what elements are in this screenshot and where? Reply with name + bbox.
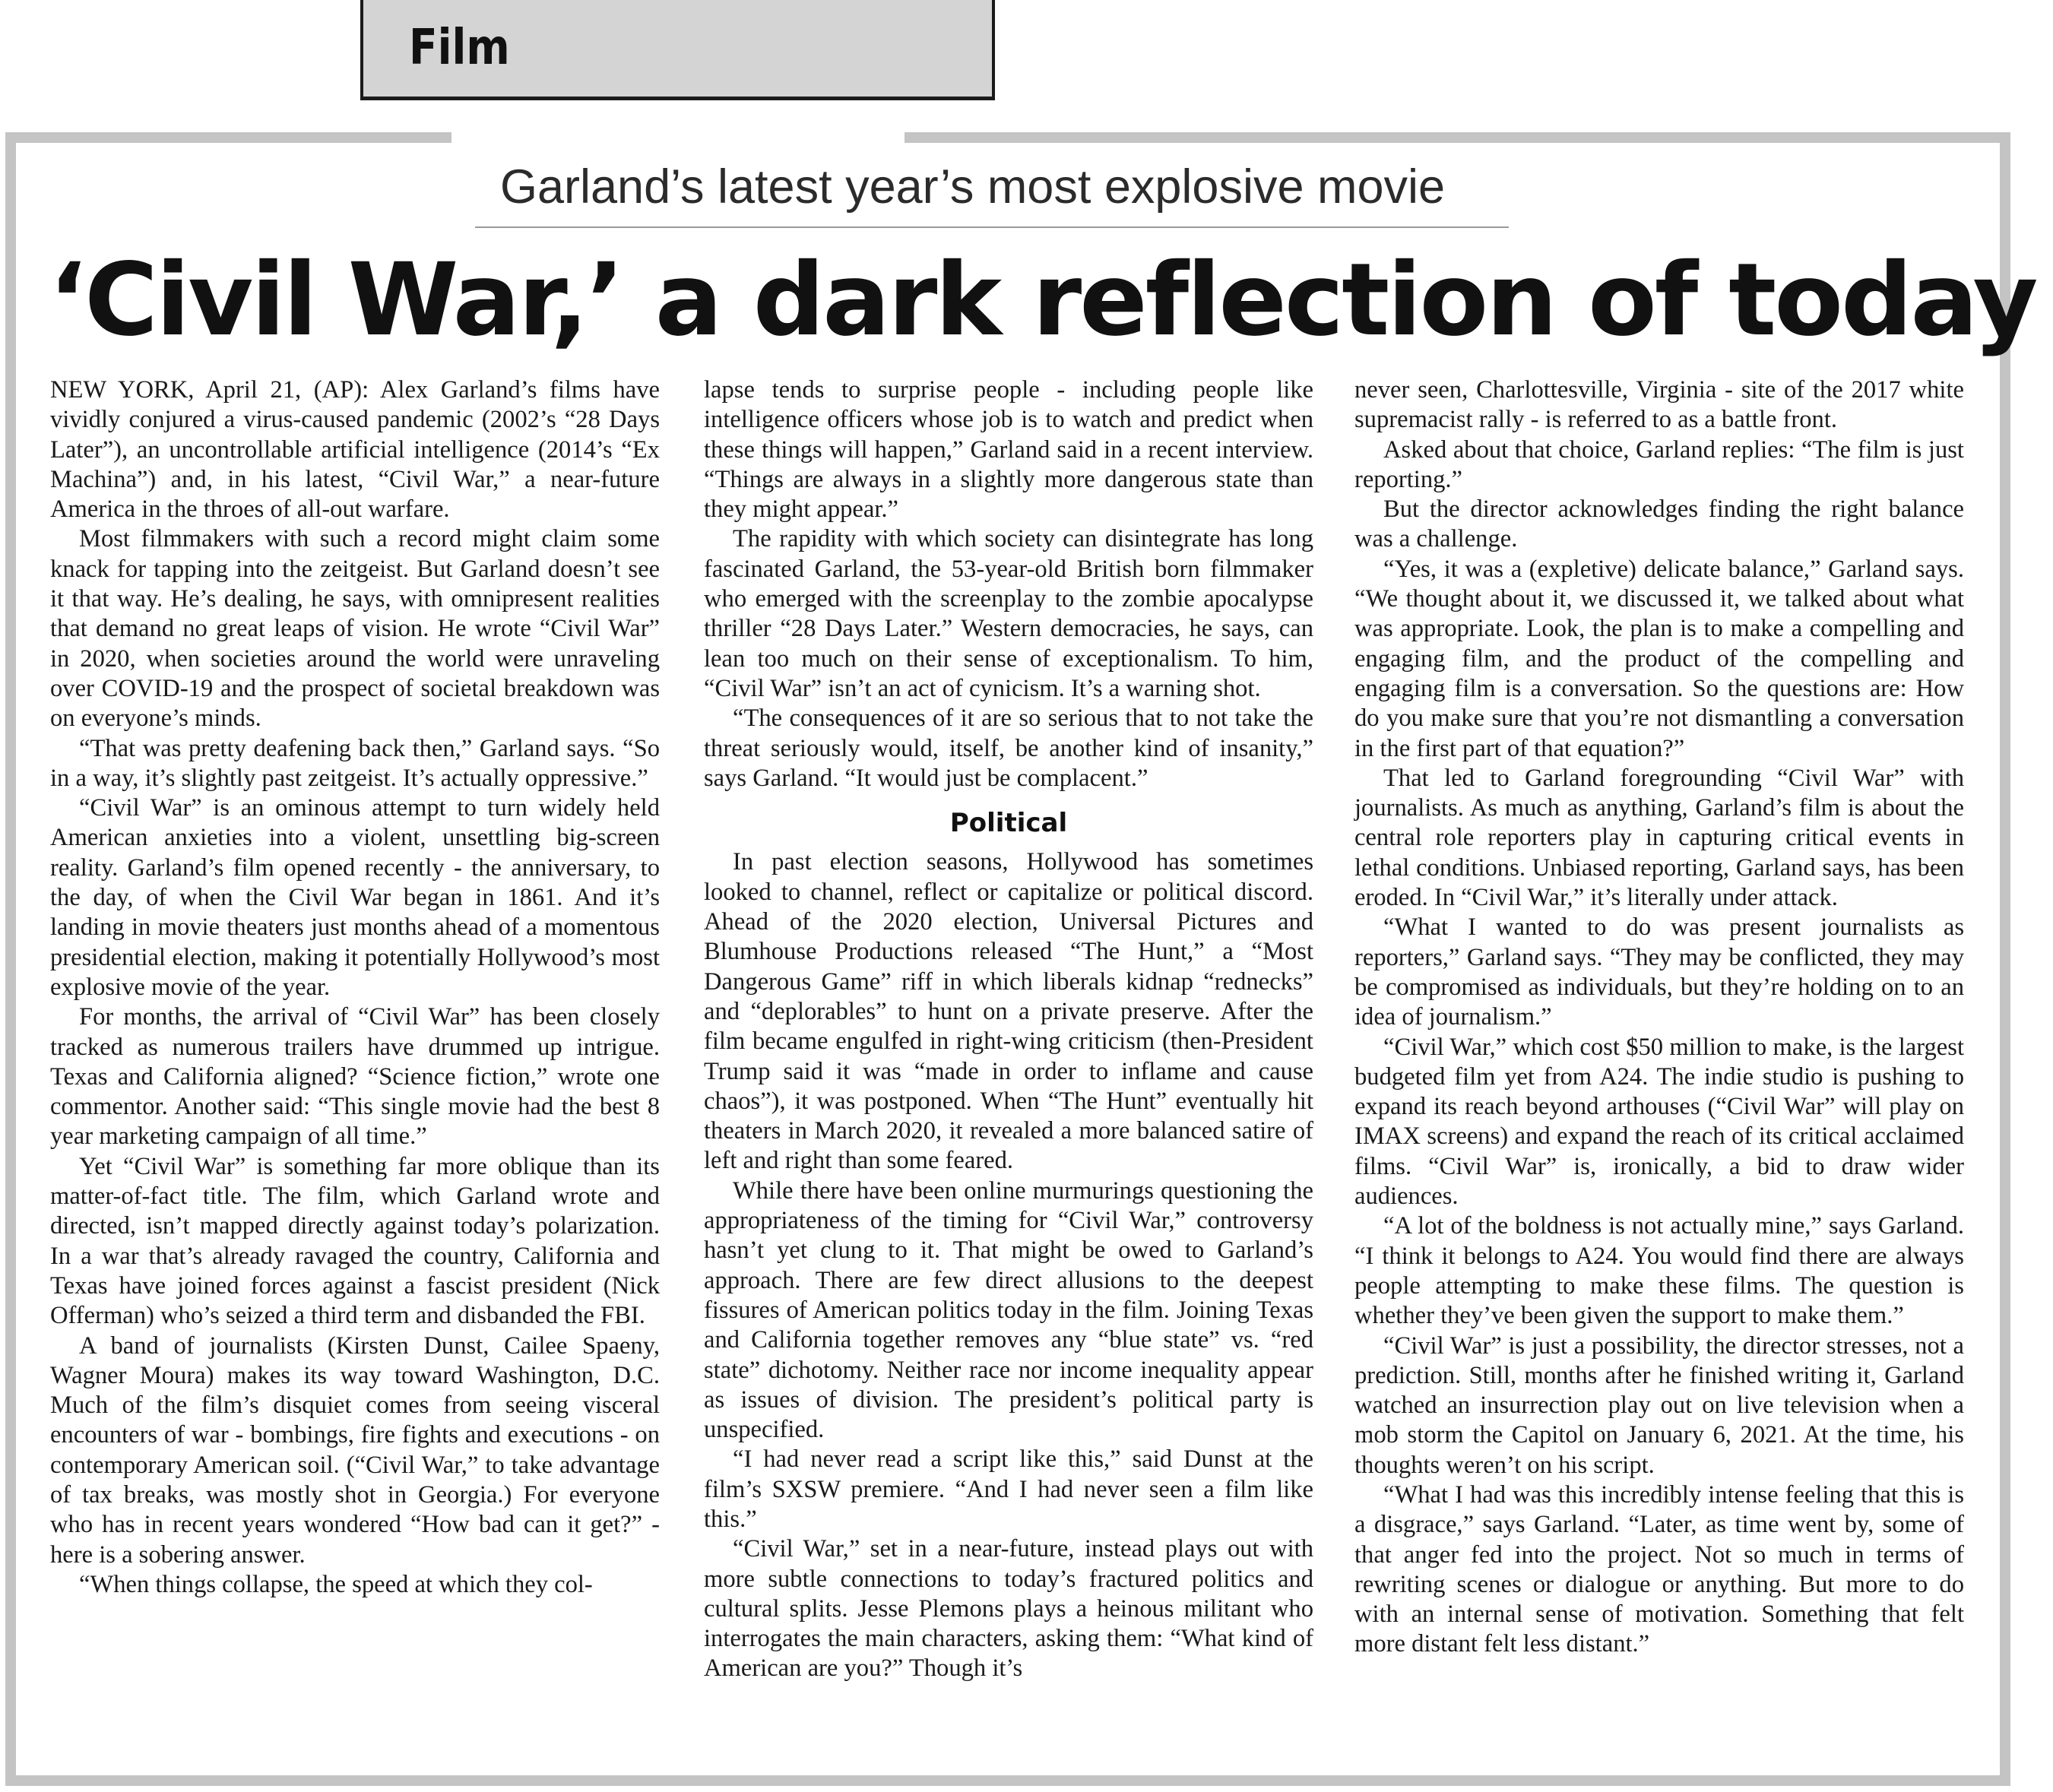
paragraph: “When things collapse, the speed at which they col-: [79, 1570, 593, 1598]
paragraph: “Yes, it was a (expletive) delicate balance,” Garland says. “We thought about it, we discussed it, we talked about what was appropriate. Look, the plan is to make a compelling and engaging film, and the product of the compelling and engaging film is a conversation. So the questions are: How do you make sure that you’re not dismantling a conversation in the first part of that equation?”: [1354, 555, 1964, 762]
paragraph: “What I wanted to do was present journalists as reporters,” Garland says. “They may be conflicted, they may be compromised as individuals, but they’re holding on to an idea of journalism.”: [1354, 913, 1964, 1031]
paragraph: “A lot of the boldness is not actually mine,” says Garland. “I think it belongs to A24. You would find there are always people attempting to make these films. The question is whether they’ve been given the support to make them.”: [1354, 1212, 1964, 1330]
paragraph: “What I had was this incredibly intense feeling that this is a disgrace,” says Garland. “Later, as time went by, some of that anger fed into the project. Not so much in terms of rewriting scenes or dialogue or anything. But more to do with an internal sense of motivation. Something that felt more distant felt less distant.”: [1354, 1480, 1964, 1658]
paragraph: “Civil War” is just a possibility, the director stresses, not a prediction. Still, months after he finished writing it, Garland watched an insurrection play out on live television when a mob storm the Capitol on January 6, 2021. At the time, his thoughts weren’t on his script.: [1354, 1331, 1964, 1479]
paragraph: For months, the arrival of “Civil War” has been closely tracked as numerous trailers have drummed up intrigue. Texas and California aligned? “Science fiction,” wrote one commentor. Another said: “This single movie had the best 8 year marketing campaign of all time.”: [50, 1003, 660, 1151]
paragraph: lapse tends to surprise people - including people like intelligence officers whose job is to watch and predict when these things will happen,” Garland said in a recent interview. “Things are always in a slightly more dangerous state than they might appear.”: [704, 376, 1313, 524]
paragraph: In past election seasons, Hollywood has sometimes looked to channel, reflect or capitalize or political discord. Ahead of the 2020 election, Universal Pictures and Blumhouse Productions released “The Hunt,” a “Most Dangerous Game” riff in which liberals kidnap “rednecks” and “deplorables” to hunt on a private preserve. After the film became engulfed in right-wing criticism (then-President Trump said it was “made in order to inflame and cause chaos”), it was postponed. When “The Hunt” eventually hit theaters in March 2020, it revealed a more balanced satire of left and right than some feared.: [704, 848, 1313, 1175]
paragraph: Asked about that choice, Garland replies: “The film is just reporting.”: [1354, 435, 1964, 493]
article-headline: ‘Civil War,’ a dark reflection of today: [49, 242, 2036, 359]
paragraph: NEW YORK, April 21, (AP): Alex Garland’s films have vividly conjured a virus-caused pandemic (2002’s “28 Days Later”), an uncontrollable artificial intelligence (2014’s “Ex Machina”) and, in his latest, “Civil War,” a near-future America in the throes of all-out warfare.: [50, 376, 660, 524]
paragraph: Yet “Civil War” is something far more oblique than its matter-of-fact title. The film, which Garland wrote and directed, isn’t mapped directly against today’s polarization. In a war that’s already ravaged the country, California and Texas have joined forces against a fascist president (Nick Offerman) who’s seized a third term and disbanded the FBI.: [50, 1152, 660, 1330]
frame-top-right: [905, 132, 2010, 143]
column-3: [1354, 375, 1964, 1660]
paragraph: “Civil War,” set in a near-future, instead plays out with more subtle connections to today’s fractured politics and cultural splits. Jesse Plemons plays a heinous militant who interrogates the main characters, asking them: “What kind of American are you?” Though it’s: [704, 1535, 1313, 1683]
paragraph: “That was pretty deafening back then,” Garland says. “So in a way, it’s slightly past zeitgeist. It’s actually oppressive.”: [50, 734, 660, 792]
paragraph: But the director acknowledges finding the right balance was a challenge.: [1354, 495, 1964, 553]
section-tab: [360, 0, 995, 100]
frame-top-left: [5, 132, 451, 143]
paragraph: “Civil War” is an ominous attempt to turn widely held American anxieties into a violent, unsettling big-screen reality. Garland’s film opened recently - the anniversary, to the day, of when the Civil War began in 1861. And it’s landing in movie theaters just months ahead of a momentous presidential election, making it potentially Hollywood’s most explosive movie of the year.: [50, 794, 660, 1001]
paragraph: While there have been online murmurings questioning the appropriateness of the timing for “Civil War,” controversy hasn’t yet clung to it. That might be owed to Garland’s approach. There are few direct allusions to the deepest fissures of American politics today in the film. Joining Texas and California together removes any “blue state” vs. “red state” dichotomy. Neither race nor income inequality appear as issues of division. The president’s political party is unspecified.: [704, 1176, 1313, 1444]
column-1: [50, 375, 660, 1600]
paragraph: Most filmmakers with such a record might claim some knack for tapping into the zeitgeist. But Garland doesn’t see it that way. He’s dealing, he says, with omnipresent realities that demand no great leaps of vision. He wrote “Civil War” in 2020, when societies around the world were unraveling over COVID-19 and the prospect of societal breakdown was on everyone’s minds.: [50, 525, 660, 733]
paragraph: “Civil War,” which cost $50 million to make, is the largest budgeted film yet from A24. The indie studio is pushing to expand its reach beyond arthouses (“Civil War” will play on IMAX screens) and expand the reach of its critical acclaimed films. “Civil War” is, ironically, a bid to draw wider audiences.: [1354, 1033, 1964, 1211]
column-2: [704, 375, 1313, 1684]
kicker-rule: [475, 226, 1509, 228]
paragraph: “The consequences of it are so serious that to not take the threat seriously would, itself, be another kind of insanity,” says Garland. “It would just be complacent.”: [704, 704, 1313, 792]
paragraph: That led to Garland foregrounding “Civil War” with journalists. As much as anything, Garland’s film is about the central role reporters play in capturing critical events in lethal conditions. Unbiased reporting, Garland says, has been eroded. In “Civil War,” it’s literally under attack.: [1354, 764, 1964, 912]
paragraph: The rapidity with which society can disintegrate has long fascinated Garland, the 53-year-old British born filmmaker who emerged with the screenplay to the zombie apocalypse thriller “28 Days Later.” Western democracies, he says, can lean too much on their sense of exceptionalism. To him, “Civil War” isn’t an act of cynicism. It’s a warning shot.: [704, 525, 1313, 702]
section-label: Film: [409, 20, 510, 76]
subhead-political: Political: [949, 808, 1068, 839]
paragraph: never seen, Charlottesville, Virginia - site of the 2017 white supremacist rally - is referred to as a battle front.: [1354, 376, 1964, 434]
paragraph: A band of journalists (Kirsten Dunst, Cailee Spaeny, Wagner Moura) makes its way toward Washington, D.C. Much of the film’s disquiet comes from seeing visceral encounters of war - bombings, fire fights and executions - on contemporary American soil. (“Civil War,” to take advantage of tax breaks, was mostly shot in Georgia.) For everyone who has in recent years wondered “How bad can it get?” - here is a sobering answer.: [50, 1331, 660, 1569]
article-kicker: Garland’s latest year’s most explosive movie: [500, 160, 1446, 214]
paragraph: “I had never read a script like this,” said Dunst at the film’s SXSW premiere. “And I had never seen a film like this.”: [704, 1445, 1313, 1533]
